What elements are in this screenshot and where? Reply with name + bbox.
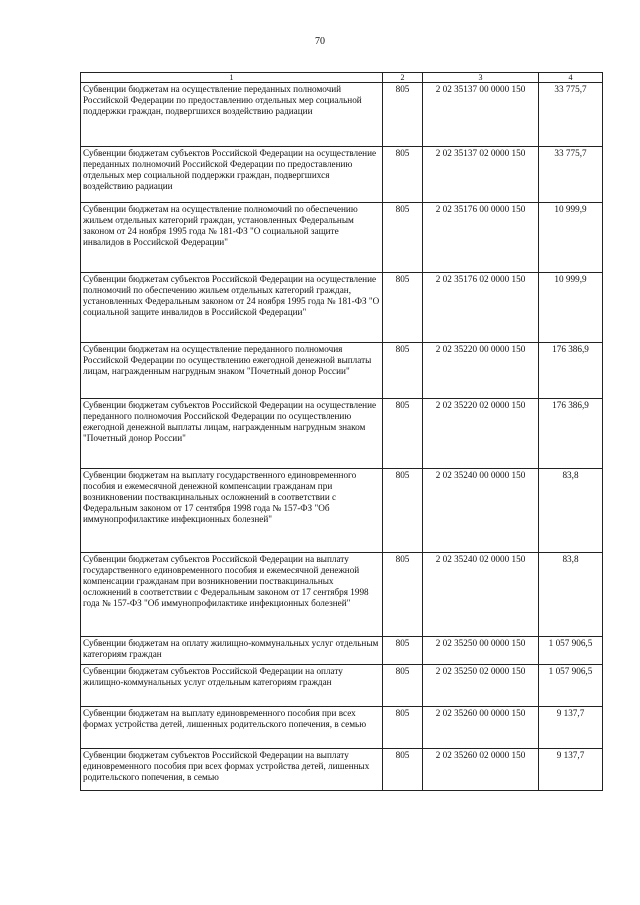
row-budget-code: 2 02 35240 02 0000 150	[423, 553, 539, 637]
table-row	[81, 343, 603, 399]
row-budget-code: 2 02 35220 02 0000 150	[423, 399, 539, 469]
row-amount: 176 386,9	[539, 399, 603, 469]
table-row	[81, 707, 603, 749]
row-admin-code: 805	[383, 707, 423, 749]
row-admin-code: 805	[383, 147, 423, 203]
row-admin-code: 805	[383, 273, 423, 343]
row-budget-code: 2 02 35137 00 0000 150	[423, 83, 539, 147]
row-amount: 9 137,7	[539, 749, 603, 791]
row-amount: 83,8	[539, 553, 603, 637]
row-budget-code: 2 02 35176 00 0000 150	[423, 203, 539, 273]
header-col-1: 1	[81, 73, 383, 83]
row-amount: 176 386,9	[539, 343, 603, 399]
row-description: Субвенции бюджетам на осуществление полномочий по обеспечению жильем отдельных категорий граждан, установленных Федеральным законом от 24 ноября 1995 года № 181-ФЗ "О социальной защите инвалидов в Российской Федерации"	[81, 203, 383, 273]
row-admin-code: 805	[383, 749, 423, 791]
row-description: Субвенции бюджетам на выплату государственного единовременного пособия и ежемесячной денежной компенсации гражданам при возникновении поствакцинальных осложнений в соответствии с Федеральным законом от 17 сентября 1998 года № 157-ФЗ "Об иммунопрофилактике инфекционных болезней"	[81, 469, 383, 553]
row-admin-code: 805	[383, 399, 423, 469]
table-row	[81, 553, 603, 637]
row-admin-code: 805	[383, 343, 423, 399]
table-row	[81, 637, 603, 665]
header-col-2: 2	[383, 73, 423, 83]
row-amount: 1 057 906,5	[539, 637, 603, 665]
row-admin-code: 805	[383, 665, 423, 707]
row-description: Субвенции бюджетам субъектов Российской Федерации на осуществление полномочий по обеспечению жильем отдельных категорий граждан, установленных Федеральным законом от 24 ноября 1995 года № 181-ФЗ "О социальной защите инвалидов в Российской Федерации"	[81, 273, 383, 343]
row-description: Субвенции бюджетам субъектов Российской Федерации на выплату единовременного пособия при всех формах устройства детей, лишенных родительского попечения, в семью	[81, 749, 383, 791]
row-description: Субвенции бюджетам субъектов Российской Федерации на оплату жилищно-коммунальных услуг отдельным категориям граждан	[81, 665, 383, 707]
table-row	[81, 665, 603, 707]
table-row	[81, 83, 603, 147]
row-budget-code: 2 02 35250 02 0000 150	[423, 665, 539, 707]
row-description: Субвенции бюджетам на осуществление переданного полномочия Российской Федерации по осуществлению ежегодной денежной выплаты лицам, награжденным нагрудным знаком "Почетный донор России"	[81, 343, 383, 399]
header-col-4: 4	[539, 73, 603, 83]
row-description: Субвенции бюджетам субъектов Российской Федерации на осуществление переданного полномочия Российской Федерации по осуществлению ежегодной денежной выплаты лицам, награжденным нагрудным знаком "Почетный донор России"	[81, 399, 383, 469]
table-row	[81, 203, 603, 273]
row-admin-code: 805	[383, 203, 423, 273]
table-row	[81, 273, 603, 343]
row-amount: 10 999,9	[539, 273, 603, 343]
row-description: Субвенции бюджетам на осуществление переданных полномочий Российской Федерации по предоставлению отдельных мер социальной поддержки граждан, подвергшихся воздействию радиации	[81, 83, 383, 147]
row-budget-code: 2 02 35137 02 0000 150	[423, 147, 539, 203]
row-budget-code: 2 02 35260 00 0000 150	[423, 707, 539, 749]
row-description: Субвенции бюджетам на оплату жилищно-коммунальных услуг отдельным категориям граждан	[81, 637, 383, 665]
row-budget-code: 2 02 35260 02 0000 150	[423, 749, 539, 791]
row-budget-code: 2 02 35250 00 0000 150	[423, 637, 539, 665]
row-admin-code: 805	[383, 637, 423, 665]
row-amount: 1 057 906,5	[539, 665, 603, 707]
row-amount: 33 775,7	[539, 83, 603, 147]
row-description: Субвенции бюджетам субъектов Российской Федерации на выплату государственного единовременного пособия и ежемесячной денежной компенсации гражданам при возникновении поствакцинальных осложнений в соответствии с Федеральным законом от 17 сентября 1998 года № 157-ФЗ "Об иммунопрофилактике инфекционных болезней"	[81, 553, 383, 637]
table-row	[81, 469, 603, 553]
row-admin-code: 805	[383, 83, 423, 147]
table-row	[81, 399, 603, 469]
budget-table	[80, 72, 603, 791]
row-description: Субвенции бюджетам субъектов Российской Федерации на осуществление переданных полномочий Российской Федерации по предоставлению отдельных мер социальной поддержки граждан, подвергшихся воздействию радиации	[81, 147, 383, 203]
row-amount: 9 137,7	[539, 707, 603, 749]
row-amount: 83,8	[539, 469, 603, 553]
row-amount: 10 999,9	[539, 203, 603, 273]
row-admin-code: 805	[383, 469, 423, 553]
row-budget-code: 2 02 35176 02 0000 150	[423, 273, 539, 343]
table-row	[81, 147, 603, 203]
row-amount: 33 775,7	[539, 147, 603, 203]
row-budget-code: 2 02 35220 00 0000 150	[423, 343, 539, 399]
table-body	[81, 83, 603, 791]
header-col-3: 3	[423, 73, 539, 83]
row-admin-code: 805	[383, 553, 423, 637]
page-number: 70	[315, 36, 325, 47]
table-row	[81, 749, 603, 791]
row-description: Субвенции бюджетам на выплату единовременного пособия при всех формах устройства детей, лишенных родительского попечения, в семью	[81, 707, 383, 749]
row-budget-code: 2 02 35240 00 0000 150	[423, 469, 539, 553]
header-row	[81, 73, 603, 83]
table-header	[81, 73, 603, 83]
